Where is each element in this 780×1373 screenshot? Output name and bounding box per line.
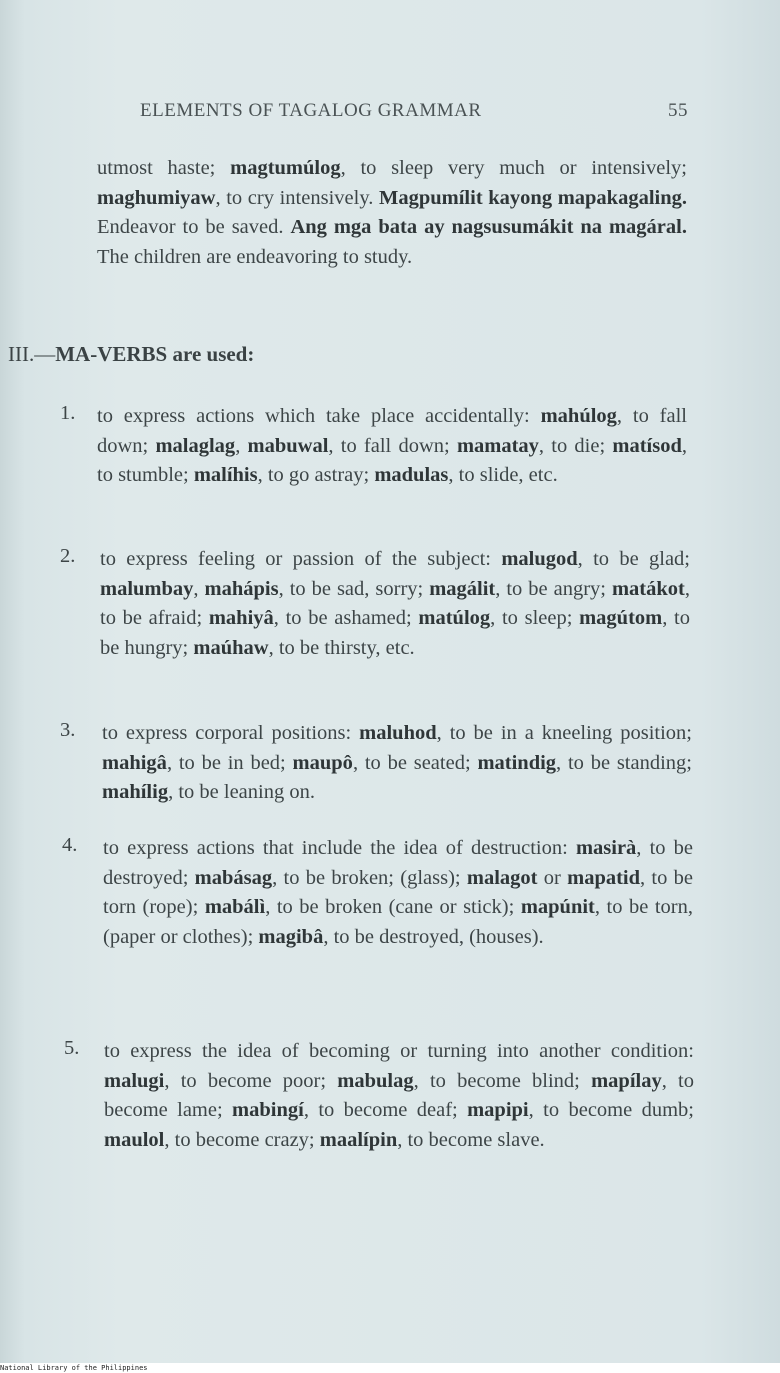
tagalog-term: maluhod — [359, 722, 437, 744]
tagalog-term: maulol — [104, 1128, 165, 1151]
tagalog-term: mabingí — [232, 1099, 304, 1121]
running-title: ELEMENTS OF TAGALOG GRAMMAR — [140, 100, 482, 121]
text-run: to express the idea of becoming or turning into another condition: — [104, 1040, 694, 1062]
tagalog-term: matindig — [477, 751, 557, 774]
text-run: , to be torn, (paper or clothes); — [103, 896, 693, 948]
text-run: to express corporal positions: — [102, 722, 360, 744]
tagalog-term: mabálì — [204, 896, 266, 918]
tagalog-term: maalípin — [319, 1128, 398, 1151]
page-number: 55 — [668, 100, 688, 121]
tagalog-term: mapúnit — [520, 896, 595, 918]
tagalog-term: malagot — [466, 866, 538, 889]
tagalog-term: mahiyâ — [208, 607, 274, 629]
text-run: to express actions that include the idea of destruction: — [103, 837, 576, 859]
section-suffix: are used: — [167, 342, 255, 366]
tagalog-term: Magpumílit kayong mapakagaling. — [379, 186, 687, 209]
text-run: utmost haste; — [97, 157, 231, 179]
tagalog-term: matúlog — [418, 607, 491, 629]
intro-paragraph — [97, 154, 687, 272]
tagalog-term: mahílig — [102, 781, 169, 803]
text-run: , to be thirsty, etc. — [268, 636, 415, 659]
text-run: , to be sad, sorry; — [278, 577, 430, 600]
tagalog-term: magibâ — [258, 925, 324, 948]
text-run: , to be broken (cane or stick); — [265, 896, 521, 918]
text-run: , to become poor; — [164, 1069, 338, 1092]
text-run: , to sleep; — [490, 607, 580, 629]
text-run: , to be destroyed, (houses). — [323, 925, 544, 948]
tagalog-term: malugod — [501, 548, 578, 570]
text-run: , to fall down; — [328, 434, 457, 457]
text-run: , to become crazy; — [164, 1128, 320, 1151]
tagalog-term: maúhaw — [193, 636, 269, 659]
text-run: The children are endeavoring to study. — [97, 245, 413, 268]
tagalog-term: mapipi — [467, 1099, 529, 1121]
text-run: , to be glad; — [577, 548, 690, 570]
tagalog-term: Ang mga bata ay nagsusumákit na magáral. — [290, 216, 687, 238]
item-number: 3. — [60, 719, 76, 741]
tagalog-term: malumbay — [100, 577, 194, 600]
item-number: 2. — [60, 545, 76, 567]
text-run: , to become blind; — [413, 1069, 592, 1092]
text-run: , to slide, etc. — [448, 464, 558, 486]
library-footer: National Library of the Philippines — [0, 1364, 148, 1372]
tagalog-term: maupô — [292, 751, 353, 774]
tagalog-term: madulas — [374, 464, 449, 486]
text-run: , — [193, 577, 205, 600]
text-run: , to fall down; — [97, 405, 687, 457]
text-run: , to be in a kneeling position; — [436, 722, 692, 744]
text-run: , to sleep very much or intensively; — [340, 157, 687, 179]
tagalog-term: malíhis — [193, 464, 258, 486]
tagalog-term: mapatid — [567, 866, 641, 889]
tagalog-term: mabuwal — [247, 434, 329, 457]
tagalog-term: mabásag — [194, 866, 273, 889]
text-run: , to become lame; — [104, 1069, 694, 1121]
section-number: III.— — [8, 342, 56, 366]
text-run: , to be torn (rope); — [103, 866, 693, 918]
text-run: to express actions which take place accidentally: — [97, 405, 541, 427]
text-run: or — [537, 866, 568, 889]
text-run: , to become deaf; — [303, 1099, 468, 1121]
text-run: , to be destroyed; — [103, 837, 694, 889]
section-heading — [8, 342, 254, 367]
item-number: 5. — [64, 1037, 80, 1059]
list-item — [104, 1037, 694, 1155]
text-run: , to be hungry; — [100, 607, 690, 659]
text-run: , to be standing; — [556, 751, 692, 774]
section-title: MA-VERBS — [55, 342, 168, 366]
text-run: , to be leaning on. — [168, 781, 315, 803]
text-run: Endeavor to be saved. — [97, 216, 291, 238]
list-item — [103, 834, 693, 952]
tagalog-term: maghumiyaw — [97, 186, 216, 209]
tagalog-term: malugi — [104, 1069, 165, 1092]
text-run: , to be seated; — [352, 751, 478, 774]
tagalog-term: mapílay — [591, 1069, 662, 1092]
text-run: , to be broken; (glass); — [272, 866, 467, 889]
tagalog-term: matákot — [611, 577, 685, 600]
tagalog-term: magtumúlog — [230, 157, 341, 179]
text-run: , to cry intensively. — [215, 186, 379, 209]
tagalog-term: mahápis — [204, 577, 279, 600]
tagalog-term: masirà — [575, 837, 637, 859]
text-run: , to be in bed; — [166, 751, 293, 774]
text-run: , to become dumb; — [528, 1099, 694, 1121]
list-item — [100, 545, 690, 663]
text-run: , to be ashamed; — [273, 607, 419, 629]
tagalog-term: magútom — [579, 607, 663, 629]
tagalog-term: magálit — [429, 577, 496, 600]
tagalog-term: matísod — [612, 434, 682, 457]
list-item — [102, 719, 692, 808]
text-run: , to stumble; — [97, 434, 687, 486]
text-run: , to go astray; — [257, 464, 375, 486]
tagalog-term: malaglag — [155, 434, 236, 457]
text-run: , to become slave. — [397, 1128, 545, 1151]
text-run: , — [235, 434, 248, 457]
text-run: , to die; — [538, 434, 613, 457]
item-number: 1. — [60, 402, 76, 424]
text-run: , to be afraid; — [100, 577, 690, 629]
tagalog-term: mamatay — [456, 434, 539, 457]
text-run: , to be angry; — [495, 577, 612, 600]
tagalog-term: mabulag — [337, 1069, 414, 1092]
list-item — [97, 402, 687, 491]
text-run: to express feeling or passion of the subject: — [100, 548, 502, 570]
tagalog-term: mahigâ — [102, 751, 167, 774]
tagalog-term: mahúlog — [540, 405, 617, 427]
item-number: 4. — [62, 834, 78, 856]
